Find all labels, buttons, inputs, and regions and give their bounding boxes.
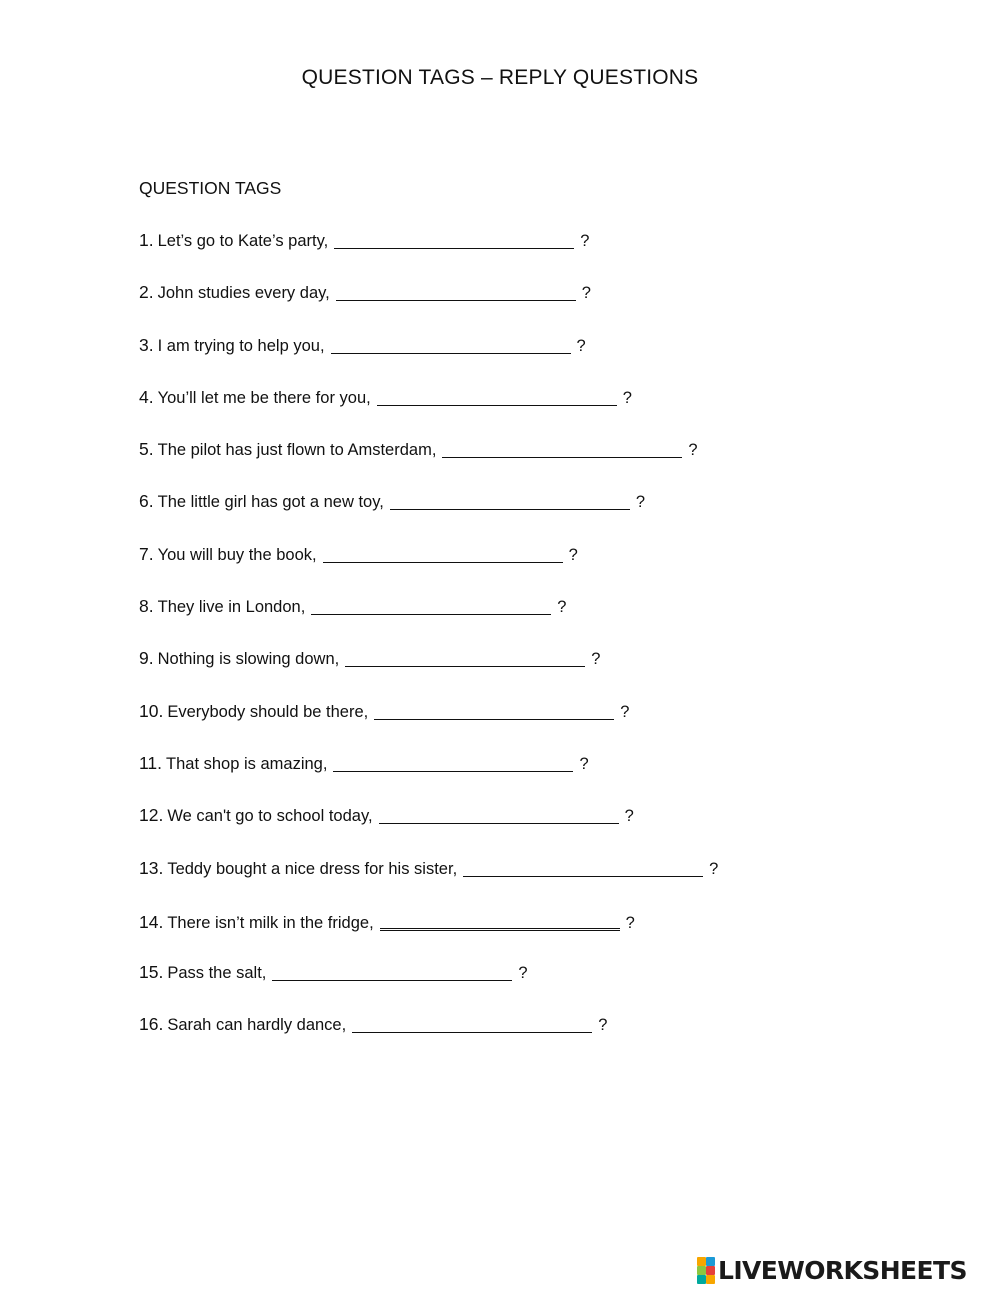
question-number: 8. <box>139 596 154 617</box>
question-item-6 <box>139 491 718 543</box>
question-text: John studies every day, <box>157 284 330 303</box>
question-mark: ? <box>620 702 630 721</box>
answer-blank[interactable] <box>390 491 630 510</box>
answer-blank[interactable] <box>379 805 619 824</box>
question-mark: ? <box>624 807 634 826</box>
question-item-11 <box>139 753 718 805</box>
section-heading: QUESTION TAGS <box>139 178 282 198</box>
question-text: You’ll let me be there for you, <box>157 388 371 407</box>
question-item-8 <box>139 596 718 648</box>
question-mark: ? <box>568 545 578 564</box>
question-number: 12. <box>139 805 164 826</box>
answer-blank[interactable] <box>323 544 563 563</box>
logo-block <box>706 1257 715 1266</box>
question-item-15 <box>139 962 718 1014</box>
answer-blank[interactable] <box>442 439 682 458</box>
answer-blank[interactable] <box>334 230 574 249</box>
question-mark: ? <box>557 598 567 617</box>
question-mark: ? <box>576 336 586 355</box>
answer-blank[interactable] <box>331 335 571 354</box>
question-number: 14. <box>139 911 164 932</box>
question-number: 11. <box>139 752 163 773</box>
question-mark: ? <box>598 1016 608 1035</box>
answer-blank[interactable] <box>374 701 614 720</box>
answer-blank[interactable] <box>345 648 585 667</box>
question-mark: ? <box>591 650 601 669</box>
answer-blank[interactable] <box>377 387 617 406</box>
question-mark: ? <box>581 284 591 303</box>
liveworksheets-logo-icon <box>697 1257 715 1284</box>
question-text: Let’s go to Kate’s party, <box>157 232 329 250</box>
question-text: Sarah can hardly dance, <box>167 1016 347 1035</box>
logo-block <box>697 1257 706 1266</box>
question-mark: ? <box>688 441 698 460</box>
question-text: Pass the salt, <box>167 964 267 983</box>
question-number: 15. <box>139 962 164 983</box>
answer-blank[interactable] <box>272 962 512 981</box>
question-item-9 <box>139 648 718 700</box>
question-item-3 <box>139 335 718 387</box>
question-item-2 <box>139 282 718 334</box>
question-mark: ? <box>580 232 590 250</box>
logo-block <box>706 1266 715 1275</box>
question-text: That shop is amazing, <box>166 754 328 773</box>
question-number: 6. <box>139 491 154 512</box>
answer-blank[interactable] <box>336 282 576 301</box>
question-number: 1. <box>139 230 154 250</box>
question-number: 13. <box>139 857 164 878</box>
question-mark: ? <box>635 493 646 512</box>
question-item-13 <box>139 858 718 910</box>
question-text: You will buy the book, <box>157 545 317 564</box>
page-title: QUESTION TAGS – REPLY QUESTIONS <box>301 66 699 89</box>
question-text: Nothing is slowing down, <box>157 650 340 669</box>
liveworksheets-brand <box>697 1255 967 1285</box>
question-text: The little girl has got a new toy, <box>157 493 384 512</box>
question-mark: ? <box>709 859 719 878</box>
answer-blank[interactable] <box>311 596 551 615</box>
brand-name: LIVEWORKSHEETS <box>718 1255 967 1285</box>
question-text: Everybody should be there, <box>167 702 369 721</box>
question-item-7 <box>139 544 718 596</box>
question-item-14 <box>139 910 718 962</box>
question-number: 10. <box>139 700 164 721</box>
logo-block <box>697 1266 706 1275</box>
question-item-10 <box>139 701 718 753</box>
question-item-12 <box>139 805 718 857</box>
answer-blank[interactable] <box>380 910 620 931</box>
answer-blank[interactable] <box>333 753 573 772</box>
question-number: 9. <box>139 648 154 669</box>
question-text: I am trying to help you, <box>157 336 325 355</box>
question-text: We can't go to school today, <box>167 807 373 826</box>
question-mark: ? <box>518 964 528 983</box>
question-number: 5. <box>139 439 154 460</box>
question-number: 4. <box>139 386 154 407</box>
question-number: 2. <box>139 282 154 303</box>
question-number: 3. <box>139 334 154 355</box>
question-mark: ? <box>625 913 635 932</box>
question-item-4 <box>139 387 718 439</box>
question-item-16 <box>139 1014 718 1066</box>
question-mark: ? <box>579 754 589 773</box>
question-number: 16. <box>139 1014 164 1035</box>
question-list <box>139 230 718 1067</box>
question-number: 7. <box>139 543 154 564</box>
question-text: The pilot has just flown to Amsterdam, <box>157 441 437 460</box>
logo-block <box>697 1275 706 1284</box>
answer-blank[interactable] <box>352 1014 592 1033</box>
question-item-5 <box>139 439 718 491</box>
logo-block <box>706 1275 715 1284</box>
question-text: Teddy bought a nice dress for his sister, <box>167 859 458 878</box>
question-text: They live in London, <box>157 598 306 617</box>
question-text: There isn’t milk in the fridge, <box>167 913 374 932</box>
answer-blank[interactable] <box>463 858 703 877</box>
question-item-1 <box>139 230 718 282</box>
question-mark: ? <box>622 388 632 407</box>
